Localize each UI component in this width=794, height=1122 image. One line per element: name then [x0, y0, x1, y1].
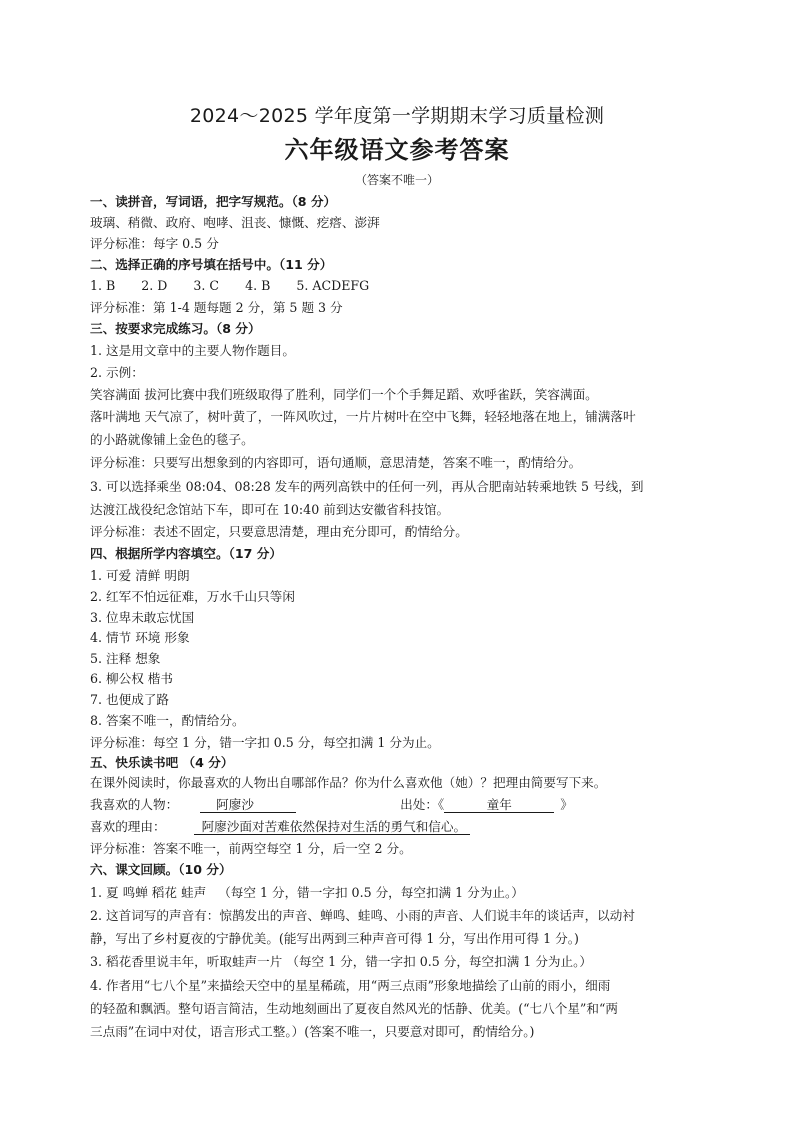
section-5-heading: 五、快乐读书吧 （4 分）: [90, 755, 234, 770]
section-6-q2: 2. 这首词写的声音有：惊鹊发出的声音、蝉鸣、蛙鸣、小雨的声音、人们说丰年的谈话声，以动衬: [90, 908, 635, 923]
list-item: 8. 答案不唯一，酌情给分。: [90, 713, 245, 728]
section-6-q1: 1. 夏 鸣蝉 稻花 蛙声 （每空 1 分，错一字扣 0.5 分，每空扣满 1 分为止。）: [90, 885, 524, 900]
section-5-reason-row: [90, 818, 710, 836]
answer-item: 2. D: [141, 278, 168, 293]
list-item: 1. 可爱 清鲜 明朗: [90, 568, 190, 583]
list-item: 3. 位卑未敢忘忧国: [90, 610, 195, 625]
section-2-criteria: 评分标准：第 1-4 题每题 2 分，第 5 题 3 分: [90, 300, 343, 315]
section-3-q3-cont: 达渡江战役纪念馆站下车，即可在 10:40 前到达安徽省科技馆。: [90, 502, 450, 517]
section-6-q4-cont2: 三点雨”在词中对仗，语言形式工整。）(答案不唯一，只要意对即可，酌情给分。): [90, 1024, 535, 1039]
answer-item: 1. B: [90, 278, 116, 293]
section-3-q1: 1. 这是用文章中的主要人物作题目。: [90, 343, 295, 358]
section-5-criteria: 评分标准：答案不唯一，前两空每空 1 分，后一空 2 分。: [90, 841, 412, 856]
section-2-heading: 二、选择正确的序号填在括号中。（11 分）: [90, 257, 333, 272]
section-1-answer: 玻璃、稍微、政府、咆哮、沮丧、慷慨、疙瘩、澎湃: [90, 215, 380, 230]
answer-item: 3. C: [193, 278, 220, 293]
answer-item: 5. ACDEFG: [296, 278, 370, 293]
section-3-criteria-1: 评分标准：只要写出想象到的内容即可，语句通顺，意思清楚，答案不唯一，酌情给分。: [90, 455, 582, 470]
source-answer: 童年: [444, 797, 554, 813]
reason-label: 喜欢的理由：: [90, 819, 166, 834]
answer-note: （答案不唯一）: [354, 173, 439, 187]
list-item: 2. 红军不怕远征难，万水千山只等闲: [90, 589, 295, 604]
section-6-q3: 3. 稻花香里说丰年，听取蛙声一片 （每空 1 分，错一字扣 0.5 分，每空扣满 1 分为止。）: [90, 954, 592, 969]
section-3-example-1: 笑容满面 拔河比赛中我们班级取得了胜利，同学们一个个手舞足蹈、欢呼雀跃，笑容满面。: [90, 387, 598, 402]
section-6-q4: 4. 作者用“七八个星”来描绘天空中的星星稀疏，用“两三点雨”形象地描绘了山前的雨小，细雨: [90, 978, 611, 993]
source-label: 出处：《: [400, 797, 445, 812]
section-1-criteria: 评分标准：每字 0.5 分: [90, 236, 219, 251]
person-answer: 阿廖沙: [200, 797, 296, 813]
section-6-q4-cont: 的轻盈和飘洒。整句语言简洁，生动地刻画出了夏夜自然风光的恬静、优美。(“七八个星”和“两: [90, 1001, 618, 1016]
section-6-heading: 六、课文回顾。（10 分）: [90, 862, 232, 877]
list-item: 4. 情节 环境 形象: [90, 630, 190, 645]
section-3-example-2-cont: 的小路就像铺上金色的毯子。: [90, 432, 254, 447]
exam-title: 2024～2025 学年度第一学期期末学习质量检测: [189, 105, 605, 127]
section-3-heading: 三、按要求完成练习。（8 分）: [90, 321, 261, 336]
section-4-heading: 四、根据所学内容填空。（17 分）: [90, 546, 282, 561]
person-label: 我喜欢的人物：: [90, 797, 179, 812]
answer-item: 4. B: [245, 278, 271, 293]
section-5-person-row: [90, 796, 710, 814]
reason-answer: 阿廖沙面对苦难依然保持对生活的勇气和信心。: [194, 819, 470, 835]
section-2-answers: [90, 277, 710, 295]
list-item: 6. 柳公权 楷书: [90, 671, 173, 686]
document-subtitle: 六年级语文参考答案: [284, 136, 510, 164]
list-item: 7. 也便成了路: [90, 692, 169, 707]
source-close: 》: [560, 797, 573, 812]
section-3-q2: 2. 示例：: [90, 365, 144, 380]
section-3-example-2: 落叶满地 天气凉了，树叶黄了，一阵风吹过，一片片树叶在空中飞舞，轻轻地落在地上，铺满落叶: [90, 409, 636, 424]
section-3-q3: 3. 可以选择乘坐 08:04、08:28 发车的两列高铁中的任何一列，再从合肥南站转乘地铁 5 号线，到: [90, 479, 644, 494]
section-1-heading: 一、读拼音，写词语，把字写规范。（8 分）: [90, 194, 337, 209]
section-5-question: 在课外阅读时，你最喜欢的人物出自哪部作品？你为什么喜欢他（她）？把理由简要写下来。: [90, 775, 607, 790]
section-3-criteria-2: 评分标准：表述不固定，只要意思清楚，理由充分即可，酌情给分。: [90, 524, 468, 539]
list-item: 5. 注释 想象: [90, 651, 161, 666]
section-6-q2-cont: 静，写出了乡村夏夜的宁静优美。(能写出两到三种声音可得 1 分，写出作用可得 1 分。): [90, 931, 579, 946]
section-4-criteria: 评分标准：每空 1 分，错一字扣 0.5 分，每空扣满 1 分为止。: [90, 735, 440, 750]
